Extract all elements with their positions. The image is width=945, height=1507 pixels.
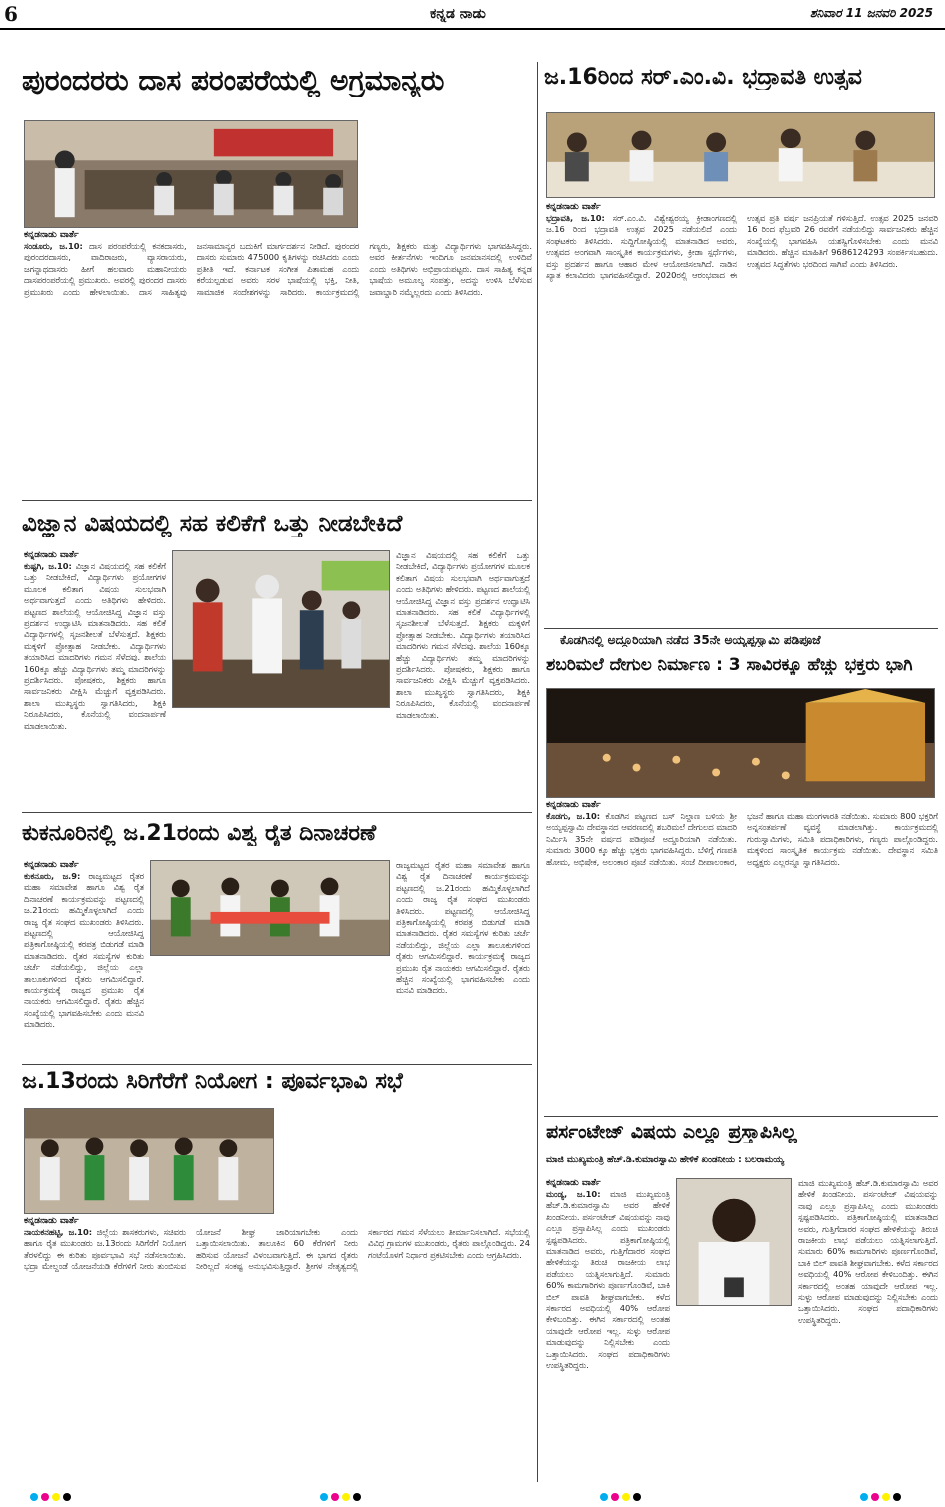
story-purandara-byline: ಕನ್ನಡನಾಡು ವಾರ್ತೆ xyxy=(24,230,79,240)
section-divider xyxy=(544,628,938,629)
footer-color-marks-center xyxy=(320,1493,361,1501)
issue-date: ಶನಿವಾರ 11 ಜನವರಿ 2025 xyxy=(810,6,933,20)
story-raitha-byline: ಕನ್ನಡನಾಡು ವಾರ್ತೆ xyxy=(24,860,79,870)
registration-dot xyxy=(63,1493,71,1501)
registration-dot xyxy=(342,1493,350,1501)
section-divider xyxy=(22,1064,532,1065)
story-raitha-dateline: ಕುಕನೂರು, ಜ.9: xyxy=(24,871,81,881)
registration-dot xyxy=(882,1493,890,1501)
registration-dot xyxy=(320,1493,328,1501)
footer-color-marks-right xyxy=(600,1493,641,1501)
story-sabarimale-photo xyxy=(546,688,935,798)
story-vignana-body-right xyxy=(396,550,530,790)
story-sirigere-headline-block xyxy=(22,1070,530,1104)
story-sabarimale-byline: ಕನ್ನಡನಾಡು ವಾರ್ತೆ xyxy=(546,800,601,810)
story-purandara-headline-block xyxy=(22,66,530,106)
section-divider xyxy=(22,812,532,813)
story-percentage-dateline: ಮಂಡ್ಯ, ಜ.10: xyxy=(546,1189,601,1199)
story-bhadravathi-headline-block xyxy=(544,66,938,106)
story-raitha-text-continued: ರಾಜ್ಯಮಟ್ಟದ ರೈತರ ಮಹಾ ಸಮಾವೇಶ ಹಾಗೂ ವಿಶ್ವ ರೈತ ದಿನಾಚರಣೆ ಕಾರ್ಯಕ್ರಮವನ್ನು ಪಟ್ಟಣದಲ್ಲಿ ಜ.21ರಂದು ಹಮ್ಮಿಕೊಳ್ಳಲಾಗಿದೆ ಎಂದು ರಾಜ್ಯ ರೈತ ಸಂಘದ ಮುಖಂಡರು ತಿಳಿಸಿದರು. ಪಟ್ಟಣದಲ್ಲಿ ಆಯೋಜಿಸಿದ್ದ ಪತ್ರಿಕಾಗೋಷ್ಠಿಯಲ್ಲಿ ಕರಪತ್ರ ಬಿಡುಗಡೆ ಮಾಡಿ ಮಾತನಾಡಿದರು. ರೈತರ ಸಮಸ್ಯೆಗಳ ಕುರಿತು ಚರ್ಚೆ ನಡೆಯಲಿದ್ದು, ಜಿಲ್ಲೆಯ ಎಲ್ಲಾ ತಾಲೂಕುಗಳಿಂದ ರೈತರು ಆಗಮಿಸಲಿದ್ದಾರೆ. ಕಾರ್ಯಕ್ರಮಕ್ಕೆ ರಾಜ್ಯದ ಪ್ರಮುಖ ರೈತ ನಾಯಕರು ಆಗಮಿಸಲಿದ್ದಾರೆ. ರೈತರು ಹೆಚ್ಚಿನ ಸಂಖ್ಯೆಯಲ್ಲಿ ಭಾಗವಹಿಸಬೇಕು ಎಂದು ಮನವಿ ಮಾಡಿದರು. xyxy=(396,860,530,996)
story-vignana-text-continued: ವಿಜ್ಞಾನ ವಿಷಯದಲ್ಲಿ ಸಹ ಕಲಿಕೆಗೆ ಒತ್ತು ನೀಡಬೇಕಿದೆ, ವಿದ್ಯಾರ್ಥಿಗಳು ಪ್ರಯೋಗಗಳ ಮೂಲಕ ಕಲಿತಾಗ ವಿಷಯ ಸುಲಭವಾಗಿ ಅರ್ಥವಾಗುತ್ತದೆ ಎಂದು ಅತಿಥಿಗಳು ಹೇಳಿದರು. ಪಟ್ಟಣದ ಶಾಲೆಯಲ್ಲಿ ಆಯೋಜಿಸಿದ್ದ ವಿಜ್ಞಾನ ವಸ್ತು ಪ್ರದರ್ಶನ ಉದ್ಘಾಟಿಸಿ ಮಾತನಾಡಿದರು. ಸಹ ಕಲಿಕೆ ವಿದ್ಯಾರ್ಥಿಗಳಲ್ಲಿ ಸೃಜನಶೀಲತೆ ಬೆಳೆಸುತ್ತದೆ. ಶಿಕ್ಷಕರು ಮಕ್ಕಳಿಗೆ ಪ್ರೋತ್ಸಾಹ ನೀಡಬೇಕು. ವಿದ್ಯಾರ್ಥಿಗಳು ತಯಾರಿಸಿದ ಮಾದರಿಗಳು ಗಮನ ಸೆಳೆದವು. ಶಾಲೆಯ 160ಕ್ಕೂ ಹೆಚ್ಚು ವಿದ್ಯಾರ್ಥಿಗಳು ತಮ್ಮ ಮಾದರಿಗಳನ್ನು ಪ್ರದರ್ಶಿಸಿದರು. ಪೋಷಕರು, ಶಿಕ್ಷಕರು ಹಾಗೂ ಸಾರ್ವಜನಿಕರು ವೀಕ್ಷಿಸಿ ಮೆಚ್ಚುಗೆ ವ್ಯಕ್ತಪಡಿಸಿದರು. ಶಾಲಾ ಮುಖ್ಯಸ್ಥರು ಸ್ವಾಗತಿಸಿದರು, ಶಿಕ್ಷಕಿ ನಿರೂಪಿಸಿದರು, ಕೊನೆಯಲ್ಲಿ ವಂದನಾರ್ಪಣೆ ಮಾಡಲಾಯಿತು. xyxy=(396,550,530,720)
story-sabarimale-paragraph: ಕೊಡಗಿನ ಪಟ್ಟಣದ ಬಸ್ ನಿಲ್ದಾಣ ಬಳಿಯ ಶ್ರೀ ಅಯ್ಯಪ್ಪಸ್ವಾಮಿ ದೇವಸ್ಥಾನದ ಆವರಣದಲ್ಲಿ ಶಬರಿಮಲೆ ದೇಗುಲದ ಮಾದರಿ ನಿರ್ಮಿಸಿ 35ನೇ ವರ್ಷದ ಪಡಿಪೂಜೆ ಅದ್ದೂರಿಯಾಗಿ ನಡೆಯಿತು. ಸುಮಾರು 3000 ಕ್ಕೂ ಹೆಚ್ಚು ಭಕ್ತರು ಭಾಗವಹಿಸಿದ್ದರು. ಬೆಳಿಗ್ಗೆ ಗಣಪತಿ ಹೋಮ, ಅಭಿಷೇಕ, ಅಲಂಕಾರ ಪೂಜೆ ನಡೆಯಿತು. ಸಂಜೆ ದೀಪಾಲಂಕಾರ, ಭಜನೆ ಹಾಗೂ ಮಹಾ ಮಂಗಳಾರತಿ ನಡೆಯಿತು. ಸುಮಾರು 800 ಭಕ್ತರಿಗೆ ಅನ್ನಸಂತರ್ಪಣೆ ವ್ಯವಸ್ಥೆ ಮಾಡಲಾಗಿತ್ತು. ಕಾರ್ಯಕ್ರಮದಲ್ಲಿ ಗುರುಸ್ವಾಮಿಗಳು, ಸಮಿತಿ ಪದಾಧಿಕಾರಿಗಳು, ಗಣ್ಯರು ಪಾಲ್ಗೊಂಡಿದ್ದರು. ಮಕ್ಕಳಿಂದ ಸಾಂಸ್ಕೃತಿಕ ಕಾರ್ಯಕ್ರಮ ನಡೆಯಿತು. ದೇವಸ್ಥಾನ ಸಮಿತಿ ಅಧ್ಯಕ್ಷರು ಎಲ್ಲರನ್ನೂ ಸ್ವಾಗತಿಸಿದರು. xyxy=(546,811,938,867)
registration-dot xyxy=(353,1493,361,1501)
story-vignana-photo xyxy=(172,550,390,708)
story-purandara-body xyxy=(24,230,532,495)
story-vignana-headline-block xyxy=(22,512,530,546)
story-vignana-headline: ವಿಜ್ಞಾನ ವಿಷಯದಲ್ಲಿ ಸಹ ಕಲಿಕೆಗೆ ಒತ್ತು ನೀಡಬೇಕಿದೆ xyxy=(22,512,403,537)
story-percentage-byline: ಕನ್ನಡನಾಡು ವಾರ್ತೆ xyxy=(546,1178,601,1188)
section-divider xyxy=(544,1116,938,1117)
story-purandara-text xyxy=(24,241,532,298)
registration-dot xyxy=(600,1493,608,1501)
story-vignana-byline: ಕನ್ನಡನಾಡು ವಾರ್ತೆ xyxy=(24,550,79,560)
registration-dot xyxy=(633,1493,641,1501)
story-percentage-text-continued: ಮಾಜಿ ಮುಖ್ಯಮಂತ್ರಿ ಹೆಚ್.ಡಿ.ಕುಮಾರಸ್ವಾಮಿ ಅವರ ಹೇಳಿಕೆ ಖಂಡನೀಯ. ಪರ್ಸಂಟೇಜ್ ವಿಷಯವನ್ನು ನಾವು ಎಲ್ಲೂ ಪ್ರಸ್ತಾಪಿಸಿಲ್ಲ ಎಂದು ಮುಖಂಡರು ಸ್ಪಷ್ಟಪಡಿಸಿದರು. ಪತ್ರಿಕಾಗೋಷ್ಠಿಯಲ್ಲಿ ಮಾತನಾಡಿದ ಅವರು, ಗುತ್ತಿಗೆದಾರರ ಸಂಘದ ಹೇಳಿಕೆಯನ್ನು ತಿರುಚಿ ರಾಜಕೀಯ ಲಾಭ ಪಡೆಯಲು ಯತ್ನಿಸಲಾಗುತ್ತಿದೆ. ಸುಮಾರು 60% ಕಾಮಗಾರಿಗಳು ಪೂರ್ಣಗೊಂಡಿವೆ, ಬಾಕಿ ಬಿಲ್ ಪಾವತಿ ಶೀಘ್ರವಾಗಬೇಕು. ಕಳೆದ ಸರ್ಕಾರದ ಅವಧಿಯಲ್ಲಿ 40% ಆರೋಪ ಕೇಳಿಬಂದಿತ್ತು. ಈಗಿನ ಸರ್ಕಾರದಲ್ಲಿ ಅಂತಹ ಯಾವುದೇ ಆರೋಪ ಇಲ್ಲ. ಸುಳ್ಳು ಆರೋಪ ಮಾಡುವುದನ್ನು ನಿಲ್ಲಿಸಬೇಕು ಎಂದು ಒತ್ತಾಯಿಸಿದರು. ಸಂಘದ ಪದಾಧಿಕಾರಿಗಳು ಉಪಸ್ಥಿತರಿದ್ದರು. xyxy=(798,1178,938,1325)
story-sabarimale-headline: ಶಬರಿಮಲೆ ದೇಗುಲ ನಿರ್ಮಾಣ : 3 ಸಾವಿರಕ್ಕೂ ಹೆಚ್ಚು ಭಕ್ತರು ಭಾಗಿ xyxy=(546,656,913,675)
registration-dot xyxy=(41,1493,49,1501)
story-sabarimale-kicker: ಕೊಡಗಿನಲ್ಲಿ ಅದ್ದೂರಿಯಾಗಿ ನಡೆದ 35ನೇ ಅಯ್ಯಪ್ಪಸ್ವಾಮಿ ಪಡಿಪೂಜೆ xyxy=(560,634,821,647)
story-sabarimale-dateline: ಕೊಡಗು, ಜ.10: xyxy=(546,811,601,821)
story-percentage-photo xyxy=(676,1178,792,1306)
story-bhadravathi-headline: ಜ.16ರಿಂದ ಸರ್.ಎಂ.ವಿ. ಭದ್ರಾವತಿ ಉತ್ಸವ xyxy=(544,66,862,90)
story-sabarimale-body xyxy=(546,800,938,1112)
story-raitha-body-left xyxy=(24,860,144,1060)
footer-color-marks-left xyxy=(30,1493,71,1501)
story-bhadravathi-byline: ಕನ್ನಡನಾಡು ವಾರ್ತೆ xyxy=(546,202,601,212)
story-vignana-paragraph: ವಿಜ್ಞಾನ ವಿಷಯದಲ್ಲಿ ಸಹ ಕಲಿಕೆಗೆ ಒತ್ತು ನೀಡಬೇಕಿದೆ, ವಿದ್ಯಾರ್ಥಿಗಳು ಪ್ರಯೋಗಗಳ ಮೂಲಕ ಕಲಿತಾಗ ವಿಷಯ ಸುಲಭವಾಗಿ ಅರ್ಥವಾಗುತ್ತದೆ ಎಂದು ಅತಿಥಿಗಳು ಹೇಳಿದರು. ಪಟ್ಟಣದ ಶಾಲೆಯಲ್ಲಿ ಆಯೋಜಿಸಿದ್ದ ವಿಜ್ಞಾನ ವಸ್ತು ಪ್ರದರ್ಶನ ಉದ್ಘಾಟಿಸಿ ಮಾತನಾಡಿದರು. ಸಹ ಕಲಿಕೆ ವಿದ್ಯಾರ್ಥಿಗಳಲ್ಲಿ ಸೃಜನಶೀಲತೆ ಬೆಳೆಸುತ್ತದೆ. ಶಿಕ್ಷಕರು ಮಕ್ಕಳಿಗೆ ಪ್ರೋತ್ಸಾಹ ನೀಡಬೇಕು. ವಿದ್ಯಾರ್ಥಿಗಳು ತಯಾರಿಸಿದ ಮಾದರಿಗಳು ಗಮನ ಸೆಳೆದವು. ಶಾಲೆಯ 160ಕ್ಕೂ ಹೆಚ್ಚು ವಿದ್ಯಾರ್ಥಿಗಳು ತಮ್ಮ ಮಾದರಿಗಳನ್ನು ಪ್ರದರ್ಶಿಸಿದರು. ಪೋಷಕರು, ಶಿಕ್ಷಕರು ಹಾಗೂ ಸಾರ್ವಜನಿಕರು ವೀಕ್ಷಿಸಿ ಮೆಚ್ಚುಗೆ ವ್ಯಕ್ತಪಡಿಸಿದರು. ಶಾಲಾ ಮುಖ್ಯಸ್ಥರು ಸ್ವಾಗತಿಸಿದರು, ಶಿಕ್ಷಕಿ ನಿರೂಪಿಸಿದರು, ಕೊನೆಯಲ್ಲಿ ವಂದನಾರ್ಪಣೆ ಮಾಡಲಾಯಿತು. xyxy=(24,561,166,731)
footer-color-marks-far-right xyxy=(860,1493,901,1501)
story-sirigere-paragraph: ಜಿಲ್ಲೆಯ ಶಾಸಕರುಗಳು, ಸಚಿವರು ಹಾಗೂ ರೈತ ಮುಖಂಡರು ಜ.13ರಂದು ಸಿರಿಗೆರೆಗೆ ನಿಯೋಗ ತೆರಳಲಿದ್ದು ಈ ಕುರಿತು ಪೂರ್ವಭಾವಿ ಸಭೆ ನಡೆಸಲಾಯಿತು. ಭದ್ರಾ ಮೇಲ್ದಂಡೆ ಯೋಜನೆಯಡಿ ಕೆರೆಗಳಿಗೆ ನೀರು ತುಂಬಿಸುವ ಯೋಜನೆ ಶೀಘ್ರ ಜಾರಿಯಾಗಬೇಕು ಎಂದು ಒತ್ತಾಯಿಸಲಾಯಿತು. ತಾಲೂಕಿನ 60 ಕೆರೆಗಳಿಗೆ ನೀರು ಹರಿಸುವ ಯೋಜನೆ ವಿಳಂಬವಾಗುತ್ತಿದೆ. ಈ ಭಾಗದ ರೈತರು ನೀರಿಲ್ಲದೆ ಸಂಕಷ್ಟ ಅನುಭವಿಸುತ್ತಿದ್ದಾರೆ. ಶ್ರೀಗಳ ನೇತೃತ್ವದಲ್ಲಿ ಸರ್ಕಾರದ ಗಮನ ಸೆಳೆಯಲು ತೀರ್ಮಾನಿಸಲಾಗಿದೆ. ಸಭೆಯಲ್ಲಿ ವಿವಿಧ ಗ್ರಾಮಗಳ ಮುಖಂಡರು, ರೈತರು ಪಾಲ್ಗೊಂಡಿದ್ದರು. 24 ಗಂಟೆಯೊಳಗೆ ನಿರ್ಧಾರ ಪ್ರಕಟಿಸಬೇಕು ಎಂದು ಆಗ್ರಹಿಸಿದರು. xyxy=(24,1227,530,1272)
section-divider xyxy=(22,500,532,501)
registration-dot xyxy=(893,1493,901,1501)
story-sirigere-dateline: ನಾಯಕನಹಟ್ಟಿ, ಜ.10: xyxy=(24,1227,93,1237)
story-purandara-dateline: ಸಂಡೂರು, ಜ.10: xyxy=(24,241,83,251)
story-sabarimale-text xyxy=(546,811,938,868)
registration-dot xyxy=(622,1493,630,1501)
registration-dot xyxy=(611,1493,619,1501)
story-purandara-headline: ಪುರಂದರರು ದಾಸ ಪರಂಪರೆಯಲ್ಲಿ ಅಗ್ರಮಾನ್ಯರು xyxy=(22,66,445,97)
registration-dot xyxy=(860,1493,868,1501)
registration-dot xyxy=(52,1493,60,1501)
story-raitha-headline-block xyxy=(22,822,530,856)
story-sirigere-photo xyxy=(24,1108,274,1214)
story-sirigere-body xyxy=(24,1216,530,1486)
page-number: 6 xyxy=(4,2,18,26)
registration-dot xyxy=(871,1493,879,1501)
page-header xyxy=(0,0,945,30)
story-percentage-headline: ಪರ್ಸಂಟೇಜ್ ವಿಷಯ ಎಲ್ಲೂ ಪ್ರಸ್ತಾಪಿಸಿಲ್ಲ xyxy=(546,1122,797,1143)
story-raitha-body-right xyxy=(396,860,530,1060)
paper-name: ಕನ್ನಡ ನಾಡು xyxy=(430,6,486,22)
story-purandara-paragraph: ದಾಸ ಪರಂಪರೆಯಲ್ಲಿ ಕನಕದಾಸರು, ಪುರಂದರದಾಸರು, ವಾದಿರಾಜರು, ವ್ಯಾಸರಾಯರು, ಜಗನ್ನಾಥದಾಸರು ಹೀಗೆ ಹಲವಾರು ಮಹಾನೀಯರು ದಾಸಪರಂಪರೆಯಲ್ಲಿ ಪ್ರಮುಖರು. ಅವರಲ್ಲಿ ಪುರಂದರ ದಾಸರು ಪ್ರಮುಖರು ಎಂದು ಹೇಳಲಾಯಿತು. ದಾಸ ಸಾಹಿತ್ಯವು ಜನಸಾಮಾನ್ಯರ ಬದುಕಿಗೆ ಮಾರ್ಗದರ್ಶನ ನೀಡಿದೆ. ಪುರಂದರ ದಾಸರು ಸುಮಾರು 475000 ಕೃತಿಗಳನ್ನು ರಚಿಸಿದರು ಎಂದು ಪ್ರತೀತಿ ಇದೆ. ಕರ್ನಾಟಕ ಸಂಗೀತ ಪಿತಾಮಹ ಎಂದು ಕರೆಯಲ್ಪಡುವ ಅವರು ಸರಳ ಭಾಷೆಯಲ್ಲಿ ಭಕ್ತಿ, ನೀತಿ, ಸಾಮಾಜಿಕ ಸಂದೇಶಗಳನ್ನು ಸಾರಿದರು. ಕಾರ್ಯಕ್ರಮದಲ್ಲಿ ಗಣ್ಯರು, ಶಿಕ್ಷಕರು ಮತ್ತು ವಿದ್ಯಾರ್ಥಿಗಳು ಭಾಗವಹಿಸಿದ್ದರು. ಅವರ ಕೀರ್ತನೆಗಳು ಇಂದಿಗೂ ಜನಮಾನಸದಲ್ಲಿ ಉಳಿದಿವೆ ಎಂದು ಅತಿಥಿಗಳು ಅಭಿಪ್ರಾಯಪಟ್ಟರು. ದಾಸ ಸಾಹಿತ್ಯ ಕನ್ನಡ ಭಾಷೆಯ ಅಮೂಲ್ಯ ಸಂಪತ್ತು, ಅದನ್ನು ಉಳಿಸಿ ಬೆಳೆಸುವ ಜವಾಬ್ದಾರಿ ನಮ್ಮೆಲ್ಲರದು ಎಂದು ತಿಳಿಸಿದರು. xyxy=(24,241,532,297)
story-bhadravathi-dateline: ಭದ್ರಾವತಿ, ಜ.10: xyxy=(546,213,605,223)
story-percentage-paragraph: ಮಾಜಿ ಮುಖ್ಯಮಂತ್ರಿ ಹೆಚ್.ಡಿ.ಕುಮಾರಸ್ವಾಮಿ ಅವರ ಹೇಳಿಕೆ ಖಂಡನೀಯ. ಪರ್ಸಂಟೇಜ್ ವಿಷಯವನ್ನು ನಾವು ಎಲ್ಲೂ ಪ್ರಸ್ತಾಪಿಸಿಲ್ಲ ಎಂದು ಮುಖಂಡರು ಸ್ಪಷ್ಟಪಡಿಸಿದರು. ಪತ್ರಿಕಾಗೋಷ್ಠಿಯಲ್ಲಿ ಮಾತನಾಡಿದ ಅವರು, ಗುತ್ತಿಗೆದಾರರ ಸಂಘದ ಹೇಳಿಕೆಯನ್ನು ತಿರುಚಿ ರಾಜಕೀಯ ಲಾಭ ಪಡೆಯಲು ಯತ್ನಿಸಲಾಗುತ್ತಿದೆ. ಸುಮಾರು 60% ಕಾಮಗಾರಿಗಳು ಪೂರ್ಣಗೊಂಡಿವೆ, ಬಾಕಿ ಬಿಲ್ ಪಾವತಿ ಶೀಘ್ರವಾಗಬೇಕು. ಕಳೆದ ಸರ್ಕಾರದ ಅವಧಿಯಲ್ಲಿ 40% ಆರೋಪ ಕೇಳಿಬಂದಿತ್ತು. ಈಗಿನ ಸರ್ಕಾರದಲ್ಲಿ ಅಂತಹ ಯಾವುದೇ ಆರೋಪ ಇಲ್ಲ. ಸುಳ್ಳು ಆರೋಪ ಮಾಡುವುದನ್ನು ನಿಲ್ಲಿಸಬೇಕು ಎಂದು ಒತ್ತಾಯಿಸಿದರು. ಸಂಘದ ಪದಾಧಿಕಾರಿಗಳು ಉಪಸ್ಥಿತರಿದ್ದರು. xyxy=(546,1189,670,1371)
story-sabarimale-headline-block xyxy=(546,656,938,686)
story-raitha-text xyxy=(24,871,144,1031)
story-purandara-photo xyxy=(24,120,358,228)
story-vignana-dateline: ಕುಷ್ಟಗಿ, ಜ.10: xyxy=(24,561,72,571)
registration-dot xyxy=(331,1493,339,1501)
story-sirigere-text xyxy=(24,1227,530,1273)
story-percentage-body-left xyxy=(546,1178,670,1488)
story-percentage-text xyxy=(546,1189,670,1372)
story-bhadravathi-text xyxy=(546,213,938,281)
story-bhadravathi-paragraph: ಸರ್.ಎಂ.ವಿ. ವಿಶ್ವೇಶ್ವರಯ್ಯ ಕ್ರೀಡಾಂಗಣದಲ್ಲಿ ಜ.16 ರಿಂದ ಭದ್ರಾವತಿ ಉತ್ಸವ 2025 ನಡೆಯಲಿದೆ ಎಂದು ಸಂಘಟಕರು ತಿಳಿಸಿದರು. ಸುದ್ದಿಗೋಷ್ಠಿಯಲ್ಲಿ ಮಾತನಾಡಿದ ಅವರು, ಉತ್ಸವದ ಅಂಗವಾಗಿ ಸಾಂಸ್ಕೃತಿಕ ಕಾರ್ಯಕ್ರಮಗಳು, ಕ್ರೀಡಾ ಸ್ಪರ್ಧೆಗಳು, ವಸ್ತು ಪ್ರದರ್ಶನ ಹಾಗೂ ಆಹಾರ ಮೇಳ ಆಯೋಜಿಸಲಾಗಿದೆ. ನಾಡಿನ ಖ್ಯಾತ ಕಲಾವಿದರು ಭಾಗವಹಿಸಲಿದ್ದಾರೆ. 2020ರಲ್ಲಿ ಆರಂಭವಾದ ಈ ಉತ್ಸವ ಪ್ರತಿ ವರ್ಷ ಜನಪ್ರಿಯತೆ ಗಳಿಸುತ್ತಿದೆ. ಉತ್ಸವ 2025 ಜನವರಿ 16 ರಿಂದ ಫೆಬ್ರವರಿ 26 ರವರೆಗೆ ನಡೆಯಲಿದ್ದು ಸಾರ್ವಜನಿಕರು ಹೆಚ್ಚಿನ ಸಂಖ್ಯೆಯಲ್ಲಿ ಭಾಗವಹಿಸಿ ಯಶಸ್ವಿಗೊಳಿಸಬೇಕು ಎಂದು ಮನವಿ ಮಾಡಿದರು. ಹೆಚ್ಚಿನ ಮಾಹಿತಿಗೆ 9686124293 ಸಂಪರ್ಕಿಸಬಹುದು. ಉತ್ಸವದ ಸಿದ್ಧತೆಗಳು ಭರದಿಂದ ಸಾಗಿವೆ ಎಂದು ತಿಳಿಸಿದರು. xyxy=(546,213,938,281)
story-raitha-photo xyxy=(150,860,390,956)
story-vignana-text xyxy=(24,561,166,732)
story-sabarimale-kicker-block xyxy=(560,634,938,654)
story-sirigere-headline: ಜ.13ರಂದು ಸಿರಿಗೆರೆಗೆ ನಿಯೋಗ : ಪೂರ್ವಭಾವಿ ಸಭೆ xyxy=(22,1070,403,1094)
story-vignana-body-left xyxy=(24,550,166,790)
column-divider xyxy=(537,62,538,1482)
story-bhadravathi-body xyxy=(546,202,938,622)
story-percentage-kicker-block xyxy=(546,1156,938,1174)
story-raitha-paragraph: ರಾಜ್ಯಮಟ್ಟದ ರೈತರ ಮಹಾ ಸಮಾವೇಶ ಹಾಗೂ ವಿಶ್ವ ರೈತ ದಿನಾಚರಣೆ ಕಾರ್ಯಕ್ರಮವನ್ನು ಪಟ್ಟಣದಲ್ಲಿ ಜ.21ರಂದು ಹಮ್ಮಿಕೊಳ್ಳಲಾಗಿದೆ ಎಂದು ರಾಜ್ಯ ರೈತ ಸಂಘದ ಮುಖಂಡರು ತಿಳಿಸಿದರು. ಪಟ್ಟಣದಲ್ಲಿ ಆಯೋಜಿಸಿದ್ದ ಪತ್ರಿಕಾಗೋಷ್ಠಿಯಲ್ಲಿ ಕರಪತ್ರ ಬಿಡುಗಡೆ ಮಾಡಿ ಮಾತನಾಡಿದರು. ರೈತರ ಸಮಸ್ಯೆಗಳ ಕುರಿತು ಚರ್ಚೆ ನಡೆಯಲಿದ್ದು, ಜಿಲ್ಲೆಯ ಎಲ್ಲಾ ತಾಲೂಕುಗಳಿಂದ ರೈತರು ಆಗಮಿಸಲಿದ್ದಾರೆ. ಕಾರ್ಯಕ್ರಮಕ್ಕೆ ರಾಜ್ಯದ ಪ್ರಮುಖ ರೈತ ನಾಯಕರು ಆಗಮಿಸಲಿದ್ದಾರೆ. ರೈತರು ಹೆಚ್ಚಿನ ಸಂಖ್ಯೆಯಲ್ಲಿ ಭಾಗವಹಿಸಬೇಕು ಎಂದು ಮನವಿ ಮಾಡಿದರು. xyxy=(24,871,144,1030)
registration-dot xyxy=(30,1493,38,1501)
story-percentage-headline-block xyxy=(546,1122,938,1154)
story-sirigere-byline: ಕನ್ನಡನಾಡು ವಾರ್ತೆ xyxy=(24,1216,79,1226)
story-percentage-kicker: ಮಾಜಿ ಮುಖ್ಯಮಂತ್ರಿ ಹೆಚ್.ಡಿ.ಕುಮಾರಸ್ವಾಮಿ ಹೇಳಿಕೆ ಖಂಡನೀಯ : ಬಲರಾಮಯ್ಯ xyxy=(546,1156,785,1165)
story-bhadravathi-photo xyxy=(546,112,935,198)
story-raitha-headline: ಕುಕನೂರಿನಲ್ಲಿ ಜ.21ರಂದು ವಿಶ್ವ ರೈತ ದಿನಾಚರಣೆ xyxy=(22,822,377,846)
story-percentage-body-right xyxy=(798,1178,938,1488)
